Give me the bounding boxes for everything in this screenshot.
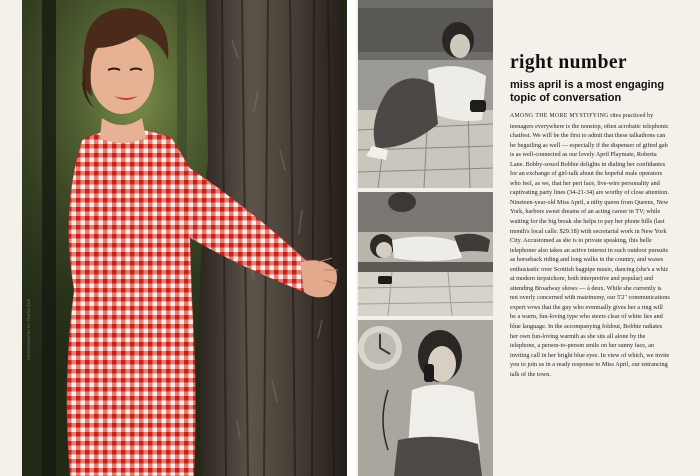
photo-strip xyxy=(358,0,493,476)
photo-illustration xyxy=(22,0,347,476)
article-headline: right number xyxy=(510,52,627,73)
article-body xyxy=(510,111,670,379)
cover-photo-woman-hugging-tree xyxy=(22,0,347,476)
photo-credit: PHOTOGRAPHY BY FRANK ECK xyxy=(26,298,31,360)
photo-phone-on-sofa xyxy=(358,0,493,188)
article xyxy=(510,52,670,379)
article-subhead: miss april is a most engaging topic of conversation xyxy=(510,79,665,104)
photo-smiling-with-phone xyxy=(358,320,493,476)
page-gutter xyxy=(347,0,356,476)
article-lead-in: AMONG THE MORE MYSTIFYING xyxy=(510,113,609,119)
article-body-text: rites practiced by teenagers everywhere is the nonstop, often acrobatic telephonic chatfest. We will be the first to admit that these talkathons can be beguiling as well — especially if the dispenser of gifted gab is as well-connected as our lovely April Playmate, Roberta Lane. Bobby-soxed Bobbie delights in dialing her confidantes for an exchange of girl-talk about the hopeful male operators who feel, as we, that her pert face, live-wire personality and captivating party lines (34-21-34) are worthy of close attention. Nineteen-year-old Miss April, a nifty queen from Queens, New York, harbors sweet dreams of an acting career in TV; while waiting for the big break she helps to pay her phone bills (last month's local calls: $29.18) with secretarial work in New York City. Accustomed as she is to private speaking, this belle telephoner also takes an active interest in such outdoor pursuits as horseback riding and long walks in the country, and waxes enthusiastic over Scottish bagpipe music, dancing (she's a whiz at modern terpsichore, both interpretive and popular) and attending Broadway shows — à deux. While she currently is not overly concerned with matrimony, our 5'2" communications expert vows that the guy who eventually gives her a ring will be a warm, fun-loving type who steers clear of white lies and blue language. In the accompanying foldout, Bobbie radiates her own fun-loving warmth as she sits all alone by the telephone, a person-to-person smile on her sunny face, an inviting call in her bright blue eyes. In view of which, we invite you to join us in a ready response to Miss April, our entrancing talk of the town. xyxy=(510,112,670,378)
photo-lying-on-bench xyxy=(358,192,493,316)
